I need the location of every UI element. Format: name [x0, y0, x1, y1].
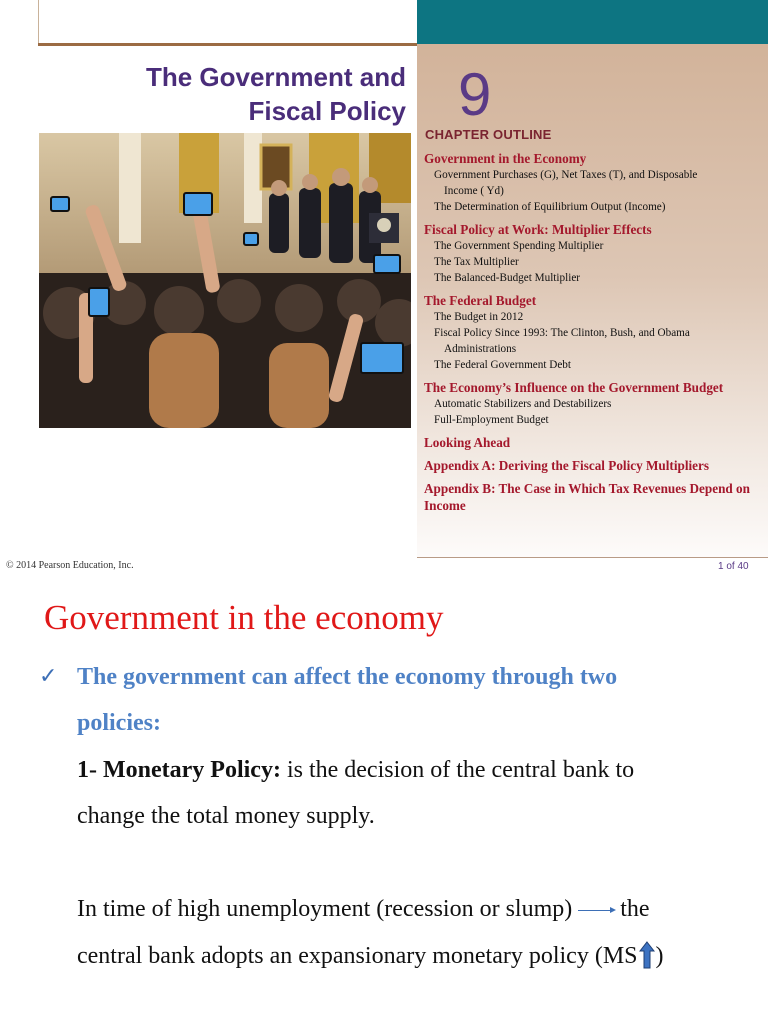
press-crowd-image	[39, 133, 411, 428]
outline-section: Appendix B: The Case in Which Tax Revenues Depend on Income	[424, 481, 750, 513]
up-arrow-icon	[639, 941, 655, 969]
slide-border	[38, 0, 39, 46]
outline-subitem: The Determination of Equilibrium Output (Income)	[434, 201, 666, 213]
chapter-photo	[39, 133, 411, 428]
point-line-1: The government can affect the economy through two	[77, 664, 618, 690]
outline-section: The Economy’s Influence on the Government Budget	[424, 380, 724, 395]
outline-subitem: Government Purchases (G), Net Taxes (T), and Disposable Income ( Yd)	[434, 169, 698, 197]
outline-subitem: The Government Spending Multiplier	[434, 240, 604, 252]
chapter-number: 9	[458, 61, 492, 128]
monetary-policy-definition	[77, 757, 634, 784]
chapter-outline-title: CHAPTER OUTLINE	[425, 127, 552, 142]
recession-line: In time of high unemployment (recession or slump) the	[77, 896, 650, 922]
outline-subitem: Automatic Stabilizers and Destabilizers	[434, 398, 612, 410]
slide-top-rule	[38, 43, 418, 46]
point-line-2: policies:	[77, 710, 161, 736]
panel-divider	[417, 557, 768, 558]
section-heading: Government in the economy	[44, 598, 444, 637]
outline-section: Looking Ahead	[424, 435, 511, 450]
outline-subitem: The Federal Government Debt	[434, 359, 571, 371]
outline-subitem: Full-Employment Budget	[434, 414, 549, 426]
right-arrow-icon	[578, 904, 616, 916]
chapter-title: The Government and Fiscal Policy	[145, 62, 406, 126]
chapter-outline	[424, 150, 760, 514]
copyright-notice: © 2014 Pearson Education, Inc.	[6, 560, 134, 571]
monetary-text: is the decision of the central bank to	[280, 757, 635, 783]
expansionary-line: central bank adopts an expansionary monetary policy (MS )	[77, 943, 664, 969]
outline-section: Fiscal Policy at Work: Multiplier Effects	[424, 222, 652, 237]
outline-subitem: The Budget in 2012	[434, 311, 524, 323]
outline-section: Government in the Economy	[424, 151, 587, 166]
teal-header-bar	[417, 0, 768, 44]
outline-section: The Federal Budget	[424, 293, 537, 308]
outline-subitem: The Tax Multiplier	[434, 256, 519, 268]
outline-subitem: Fiscal Policy Since 1993: The Clinton, Bush, and Obama Administrations	[434, 327, 690, 355]
monetary-line-2: change the total money supply.	[77, 803, 375, 829]
outline-subitem: The Balanced-Budget Multiplier	[434, 272, 581, 284]
monetary-policy-label: 1- Monetary Policy:	[77, 757, 281, 783]
checkmark-icon: ✓	[39, 664, 58, 689]
page-number: 1 of 40	[718, 561, 749, 572]
outline-section: Appendix A: Deriving the Fiscal Policy Multipliers	[424, 458, 709, 473]
